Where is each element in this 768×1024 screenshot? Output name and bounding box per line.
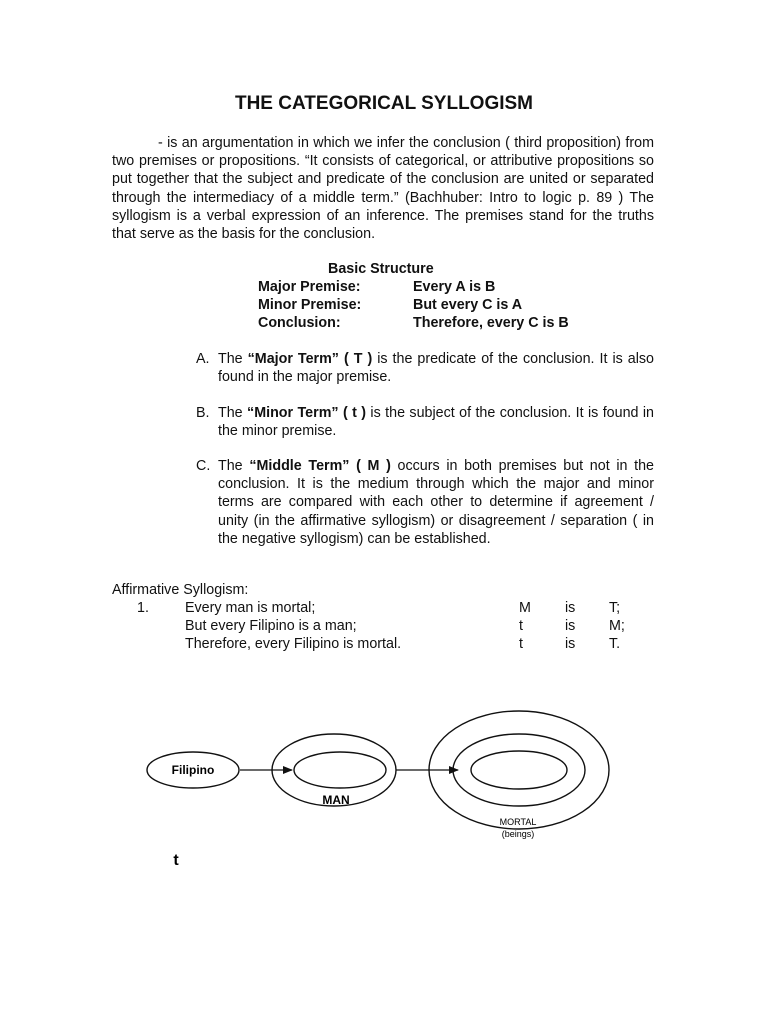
beings-label: (beings) — [501, 829, 535, 839]
term-letter: A. — [196, 351, 210, 367]
minor-premise-label: Minor Premise: — [258, 297, 362, 313]
basic-structure-heading: Basic Structure — [328, 261, 434, 277]
line-2-copula: is — [565, 618, 576, 634]
term-name: “Major Term” ( T ) — [247, 351, 373, 367]
term-prefix: The — [218, 458, 250, 474]
example-number: 1. — [137, 600, 149, 616]
page-title: THE CATEGORICAL SYLLOGISM — [234, 93, 534, 114]
line-3-predicate: T. — [609, 636, 621, 652]
example-line-2: But every Filipino is a man; — [185, 618, 357, 634]
conclusion-label: Conclusion: — [258, 315, 341, 331]
example-line-1: Every man is mortal; — [185, 600, 316, 616]
term-letter: C. — [196, 458, 211, 474]
minor-premise-value: But every C is A — [413, 297, 523, 313]
line-1-subject: M — [519, 600, 531, 616]
line-3-copula: is — [565, 636, 576, 652]
term-description: is the predicate of the conclusion. It is also found in the major premise. — [218, 351, 654, 386]
line-1-predicate: T; — [609, 600, 621, 616]
mortal-middle-ellipse — [453, 734, 585, 806]
major-premise-value: Every A is B — [413, 279, 496, 295]
affirmative-heading: Affirmative Syllogism: — [112, 582, 249, 598]
man-inner-ellipse — [294, 752, 386, 788]
term-name: “Middle Term” ( M ) — [249, 458, 391, 474]
term-letter: B. — [196, 405, 210, 421]
mortal-label: MORTAL — [499, 817, 537, 827]
term-description: is the subject of the conclusion. It is found in the minor premise. — [218, 405, 655, 440]
example-line-3: Therefore, every Filipino is mortal. — [185, 636, 402, 652]
intro-paragraph: - is an argumentation in which we infer the conclusion ( third proposition) from two premises or propositions. “It consists of categorical, or attributive propositions so put together that the subject and predicate of the conclusion are united or separated through the intermediacy of a middle term.” (Bachhuber: Intro to logic p. 89 ) The syllogism is a verbal expression of an inference. The premises stand for the truths that serve as the basis for the conclusion. — [112, 135, 654, 243]
major-premise-label: Major Premise: — [258, 279, 361, 295]
term-prefix: The — [218, 351, 248, 367]
line-3-subject: t — [519, 636, 523, 652]
line-2-subject: t — [519, 618, 523, 634]
line-1-copula: is — [565, 600, 576, 616]
term-description: occurs in both premises but not in the conclusion. It is the medium through which the major and minor terms are compared with each other to determine if agreement / unity (in the affirmative syllogism) or disagreement / separation ( in the negative syllogism) can be established. — [218, 458, 655, 547]
line-2-predicate: M; — [609, 618, 625, 634]
mortal-inner-ellipse — [471, 751, 567, 789]
filipino-label: Filipino — [171, 763, 215, 777]
t-label: t — [173, 852, 179, 869]
term-prefix: The — [218, 405, 248, 421]
man-label: MAN — [322, 793, 350, 807]
conclusion-value: Therefore, every C is B — [413, 315, 569, 331]
term-name: “Minor Term” ( t ) — [247, 405, 367, 421]
